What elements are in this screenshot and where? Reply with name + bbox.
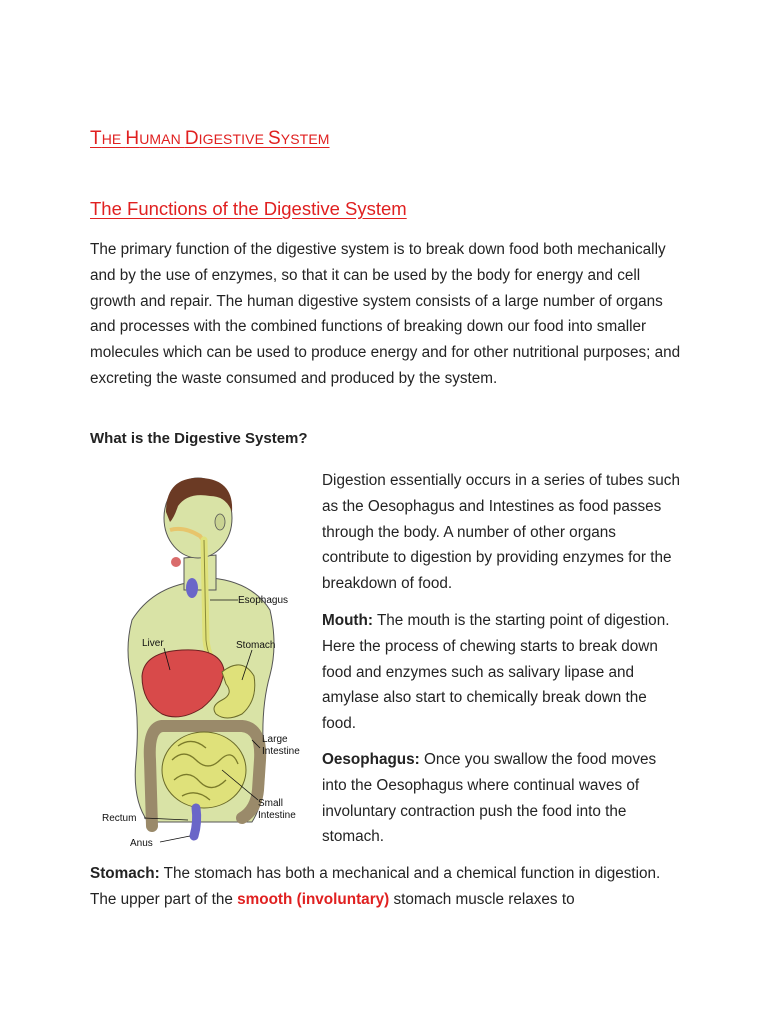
title-letter: T bbox=[90, 128, 102, 149]
stomach-text: The stomach has both a mechanical and a chemical function in digestion. The upper part of the bbox=[90, 865, 661, 908]
title-letter: D bbox=[184, 128, 199, 149]
oesophagus-label: Oesophagus: bbox=[322, 751, 420, 768]
stomach-text-end: stomach muscle relaxes to bbox=[389, 890, 575, 908]
title-letter: H bbox=[125, 128, 140, 149]
mouth-paragraph bbox=[322, 608, 682, 737]
title-part: YSTEM bbox=[280, 131, 330, 147]
document-title bbox=[90, 128, 330, 150]
label-large-intestine-1: Large bbox=[262, 734, 288, 745]
oesophagus-text: Once you swallow the food moves into the Oesophagus where continual waves of involuntary contraction push the food into the stomach. bbox=[322, 751, 657, 846]
label-rectum: Rectum bbox=[102, 813, 137, 824]
label-small-intestine-1: Small bbox=[258, 798, 284, 809]
mouth-label: Mouth: bbox=[322, 612, 373, 629]
label-esophagus: Esophagus bbox=[238, 595, 289, 606]
digestion-paragraph: Digestion essentially occurs in a series of tubes such as the Oesophagus and Intestines as food passes through the body. A number of other organs contribute to digestion by providing enzymes for the breakdown of food. bbox=[322, 472, 680, 593]
label-stomach: Stomach bbox=[236, 640, 276, 651]
label-large-intestine-2: Intestine bbox=[262, 746, 300, 757]
title-part: UMAN bbox=[139, 131, 185, 147]
label-anus: Anus bbox=[130, 838, 153, 849]
stomach-label: Stomach: bbox=[90, 865, 160, 882]
title-part: IGESTIVE bbox=[198, 131, 269, 147]
stomach-paragraph bbox=[90, 861, 690, 913]
section-heading: The Functions of the Digestive System bbox=[90, 198, 407, 219]
mouth-text: The mouth is the starting point of digestion. Here the process of chewing starts to break down food and enzymes such as salivary lipase and amylase also start to chemically break down the food. bbox=[322, 612, 670, 733]
title-part: HE bbox=[101, 131, 126, 147]
subheading: What is the Digestive System? bbox=[90, 430, 308, 447]
intro-paragraph: The primary function of the digestive system is to break down food both mechanically and by the use of enzymes, so that it can be used by the body for energy and cell growth and repair. The human digestive system consists of a large number of organs and processes with the combined functions of breaking down our food into smaller molecules which can be used to produce energy and for other nutritional purposes; and excreting the waste consumed and produced by the system. bbox=[90, 241, 681, 387]
digestive-system-diagram bbox=[92, 470, 310, 860]
label-small-intestine-2: Intestine bbox=[258, 810, 296, 821]
smooth-involuntary-highlight: smooth (involuntary) bbox=[237, 890, 390, 908]
label-liver: Liver bbox=[142, 638, 164, 649]
oesophagus-paragraph bbox=[322, 747, 682, 850]
title-letter: S bbox=[268, 128, 281, 149]
